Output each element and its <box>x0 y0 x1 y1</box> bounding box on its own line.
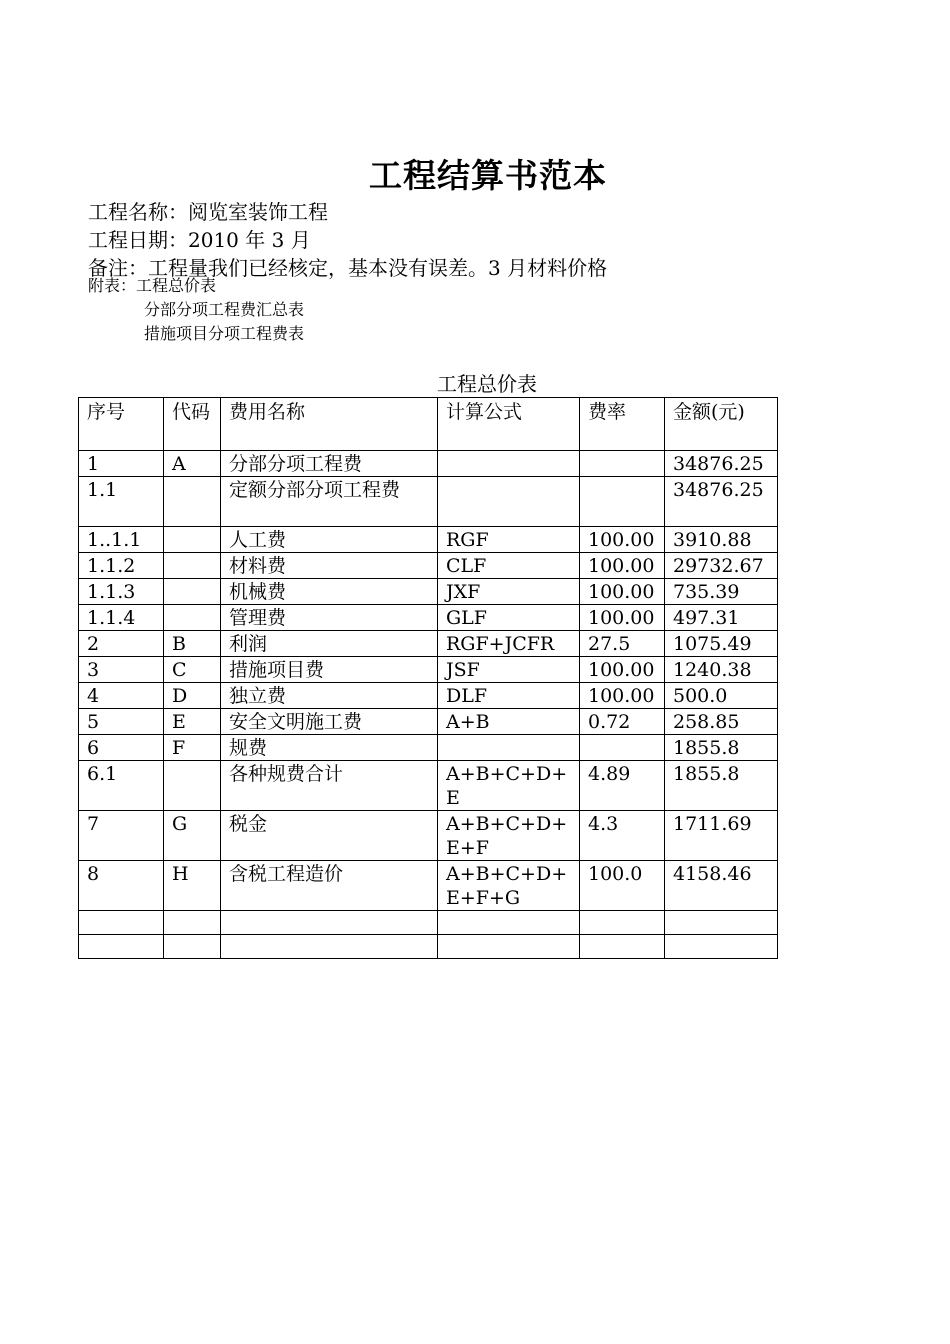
cell-rate: 100.00 <box>580 553 665 579</box>
project-note: 备注：工程量我们已经核定，基本没有误差。3 月材料价格 <box>88 256 608 280</box>
cell-amount <box>665 935 778 959</box>
cell-code: D <box>164 683 221 709</box>
cell-seq: 1.1.4 <box>79 605 164 631</box>
cell-code <box>164 477 221 527</box>
cell-seq: 1.1 <box>79 477 164 527</box>
cell-code <box>164 579 221 605</box>
cell-amount: 1075.49 <box>665 631 778 657</box>
total-cost-table <box>78 397 778 959</box>
cell-amount: 34876.25 <box>665 477 778 527</box>
cell-seq: 5 <box>79 709 164 735</box>
cell-seq: 1 <box>79 451 164 477</box>
cell-fee-name <box>221 935 438 959</box>
cell-code <box>164 605 221 631</box>
cell-formula: A+B+C+D+E+F <box>438 811 580 861</box>
cell-rate <box>580 451 665 477</box>
cell-fee-name: 措施项目费 <box>221 657 438 683</box>
cell-code: C <box>164 657 221 683</box>
header-code: 代码 <box>164 398 221 451</box>
cell-formula: DLF <box>438 683 580 709</box>
cell-rate: 100.00 <box>580 605 665 631</box>
header-fee-name: 费用名称 <box>221 398 438 451</box>
cell-formula <box>438 935 580 959</box>
cell-seq: 1.1.2 <box>79 553 164 579</box>
table-row <box>79 631 778 657</box>
project-date: 工程日期：2010 年 3 月 <box>88 228 311 252</box>
table-row <box>79 735 778 761</box>
table-row <box>79 861 778 911</box>
table-row <box>79 553 778 579</box>
cell-formula <box>438 911 580 935</box>
cell-code <box>164 911 221 935</box>
cell-seq <box>79 935 164 959</box>
cell-rate: 100.00 <box>580 527 665 553</box>
cell-amount: 1855.8 <box>665 735 778 761</box>
cell-amount: 258.85 <box>665 709 778 735</box>
header-rate: 费率 <box>580 398 665 451</box>
cell-fee-name: 利润 <box>221 631 438 657</box>
cell-rate <box>580 935 665 959</box>
cell-fee-name: 含税工程造价 <box>221 861 438 911</box>
cell-amount: 1240.38 <box>665 657 778 683</box>
cell-amount: 1711.69 <box>665 811 778 861</box>
cell-formula: RGF+JCFR <box>438 631 580 657</box>
cell-fee-name: 机械费 <box>221 579 438 605</box>
cell-code <box>164 761 221 811</box>
cell-formula: JXF <box>438 579 580 605</box>
cell-code: A <box>164 451 221 477</box>
table-row <box>79 527 778 553</box>
cell-fee-name: 税金 <box>221 811 438 861</box>
cell-code <box>164 527 221 553</box>
document-title: 工程结算书范本 <box>369 156 607 195</box>
cell-fee-name: 定额分部分项工程费 <box>221 477 438 527</box>
table-header-row <box>79 398 778 451</box>
cell-rate: 100.0 <box>580 861 665 911</box>
cell-fee-name: 材料费 <box>221 553 438 579</box>
cell-seq: 3 <box>79 657 164 683</box>
table-body <box>79 451 778 959</box>
cell-fee-name: 安全文明施工费 <box>221 709 438 735</box>
cell-rate <box>580 735 665 761</box>
cell-formula: A+B+C+D+E <box>438 761 580 811</box>
cell-code: B <box>164 631 221 657</box>
cell-amount: 34876.25 <box>665 451 778 477</box>
cell-seq: 4 <box>79 683 164 709</box>
cell-formula: JSF <box>438 657 580 683</box>
cell-rate: 4.3 <box>580 811 665 861</box>
table-row <box>79 709 778 735</box>
table-row <box>79 935 778 959</box>
cell-amount: 497.31 <box>665 605 778 631</box>
table-row <box>79 761 778 811</box>
cell-formula: A+B <box>438 709 580 735</box>
project-name: 工程名称：阅览室装饰工程 <box>88 200 328 224</box>
cell-code: H <box>164 861 221 911</box>
project-info <box>88 198 607 282</box>
cell-amount: 500.0 <box>665 683 778 709</box>
cell-amount: 29732.67 <box>665 553 778 579</box>
cell-seq: 7 <box>79 811 164 861</box>
header-formula: 计算公式 <box>438 398 580 451</box>
cell-rate: 100.00 <box>580 683 665 709</box>
attachment-label: 附表：工程总价表 <box>88 276 217 295</box>
cell-formula <box>438 451 580 477</box>
cell-rate <box>580 911 665 935</box>
table-row <box>79 657 778 683</box>
table-caption: 工程总价表 <box>437 372 537 396</box>
cell-code <box>164 553 221 579</box>
cell-rate: 27.5 <box>580 631 665 657</box>
cell-seq: 1.1.3 <box>79 579 164 605</box>
cell-rate: 4.89 <box>580 761 665 811</box>
header-seq: 序号 <box>79 398 164 451</box>
cell-amount: 3910.88 <box>665 527 778 553</box>
cell-formula: GLF <box>438 605 580 631</box>
cell-formula: A+B+C+D+E+F+G <box>438 861 580 911</box>
cell-fee-name: 各种规费合计 <box>221 761 438 811</box>
table-row <box>79 683 778 709</box>
cell-fee-name: 人工费 <box>221 527 438 553</box>
cell-amount: 1855.8 <box>665 761 778 811</box>
cell-formula <box>438 735 580 761</box>
cell-rate <box>580 477 665 527</box>
cell-code: F <box>164 735 221 761</box>
table-row <box>79 605 778 631</box>
table-row <box>79 579 778 605</box>
cell-formula: RGF <box>438 527 580 553</box>
cell-rate: 100.00 <box>580 579 665 605</box>
cell-seq: 1..1.1 <box>79 527 164 553</box>
table-row <box>79 451 778 477</box>
table-row <box>79 811 778 861</box>
attachments-list <box>88 274 304 346</box>
cell-fee-name: 独立费 <box>221 683 438 709</box>
cell-amount: 735.39 <box>665 579 778 605</box>
cell-seq: 2 <box>79 631 164 657</box>
cell-amount <box>665 911 778 935</box>
attachment-item: 措施项目分项工程费表 <box>144 324 305 343</box>
cell-seq <box>79 911 164 935</box>
cell-code: G <box>164 811 221 861</box>
table-row <box>79 911 778 935</box>
cell-code <box>164 935 221 959</box>
cell-seq: 6 <box>79 735 164 761</box>
cell-code: E <box>164 709 221 735</box>
header-amount: 金额(元) <box>665 398 778 451</box>
attachment-item: 分部分项工程费汇总表 <box>144 300 305 319</box>
cell-fee-name: 管理费 <box>221 605 438 631</box>
cell-rate: 100.00 <box>580 657 665 683</box>
cell-formula: CLF <box>438 553 580 579</box>
cell-fee-name: 分部分项工程费 <box>221 451 438 477</box>
table-row <box>79 477 778 527</box>
cell-fee-name <box>221 911 438 935</box>
cell-seq: 6.1 <box>79 761 164 811</box>
cell-seq: 8 <box>79 861 164 911</box>
cell-rate: 0.72 <box>580 709 665 735</box>
cell-amount: 4158.46 <box>665 861 778 911</box>
cell-fee-name: 规费 <box>221 735 438 761</box>
cell-formula <box>438 477 580 527</box>
